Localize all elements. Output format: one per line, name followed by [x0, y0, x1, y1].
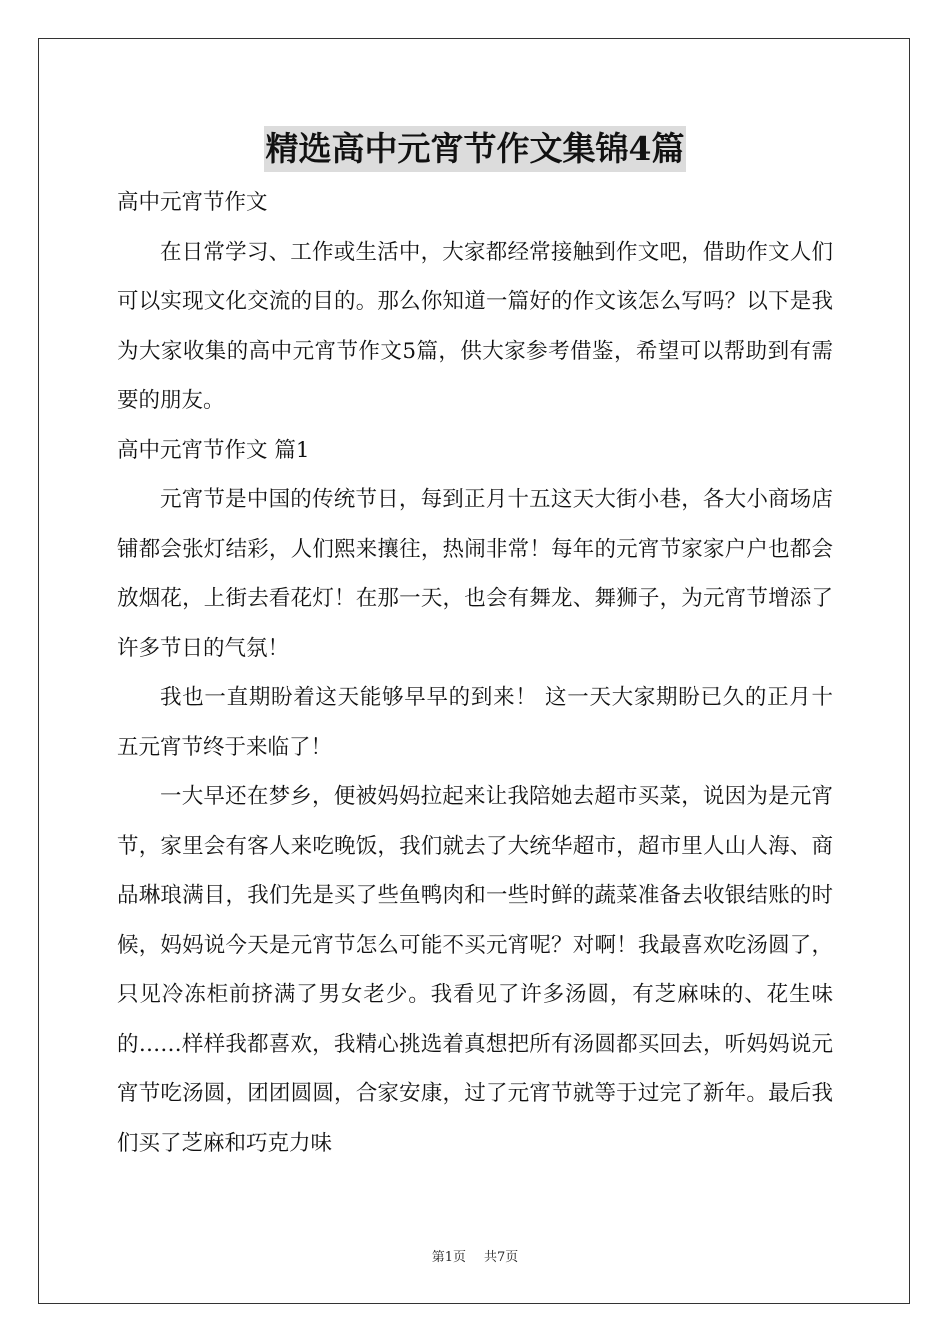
document-title: 精选高中元宵节作文集锦4篇 — [264, 126, 687, 172]
page-footer — [0, 1246, 950, 1265]
paragraph: 一大早还在梦乡，便被妈妈拉起来让我陪她去超市买菜，说因为是元宵节，家里会有客人来吃晚饭，我们就去了大统华超市，超市里人山人海、商品琳琅满目，我们先是买了些鱼鸭肉和一些时鲜的蔬菜准备去收银结账的时候，妈妈说今天是元宵节怎么可能不买元宵呢？对啊！我最喜欢吃汤圆了，只见冷冻柜前挤满了男女老少。我看见了许多汤圆，有芝麻味的、花生味的……样样我都喜欢，我精心挑选着真想把所有汤圆都买回去，听妈妈说元宵节吃汤圆，团团圆圆，合家安康，过了元宵节就等于过完了新年。最后我们买了芝麻和巧克力味 — [117, 784, 833, 1156]
title-container — [0, 126, 950, 172]
document-body — [117, 178, 833, 1168]
paragraph: 在日常学习、工作或生活中，大家都经常接触到作文吧，借助作文人们可以实现文化交流的目的。那么你知道一篇好的作文该怎么写吗？以下是我为大家收集的高中元宵节作文5篇，供大家参考借鉴，希望可以帮助到有需要的朋友。 — [117, 239, 833, 413]
total-pages: 共7页 — [484, 1250, 519, 1265]
section-heading: 高中元宵节作文 — [117, 190, 268, 215]
paragraph: 我也一直期盼着这天能够早早的到来！ 这一天大家期盼已久的正月十五元宵节终于来临了！ — [117, 685, 833, 760]
page-number: 第1页 — [431, 1250, 466, 1265]
paragraph: 元宵节是中国的传统节日，每到正月十五这天大街小巷，各大小商场店铺都会张灯结彩，人们熙来攘往，热闹非常！每年的元宵节家家户户也都会放烟花，上街去看花灯！在那一天，也会有舞龙、舞狮子，为元宵节增添了许多节日的气氛！ — [117, 487, 833, 661]
section-heading: 高中元宵节作文 篇1 — [117, 437, 310, 463]
